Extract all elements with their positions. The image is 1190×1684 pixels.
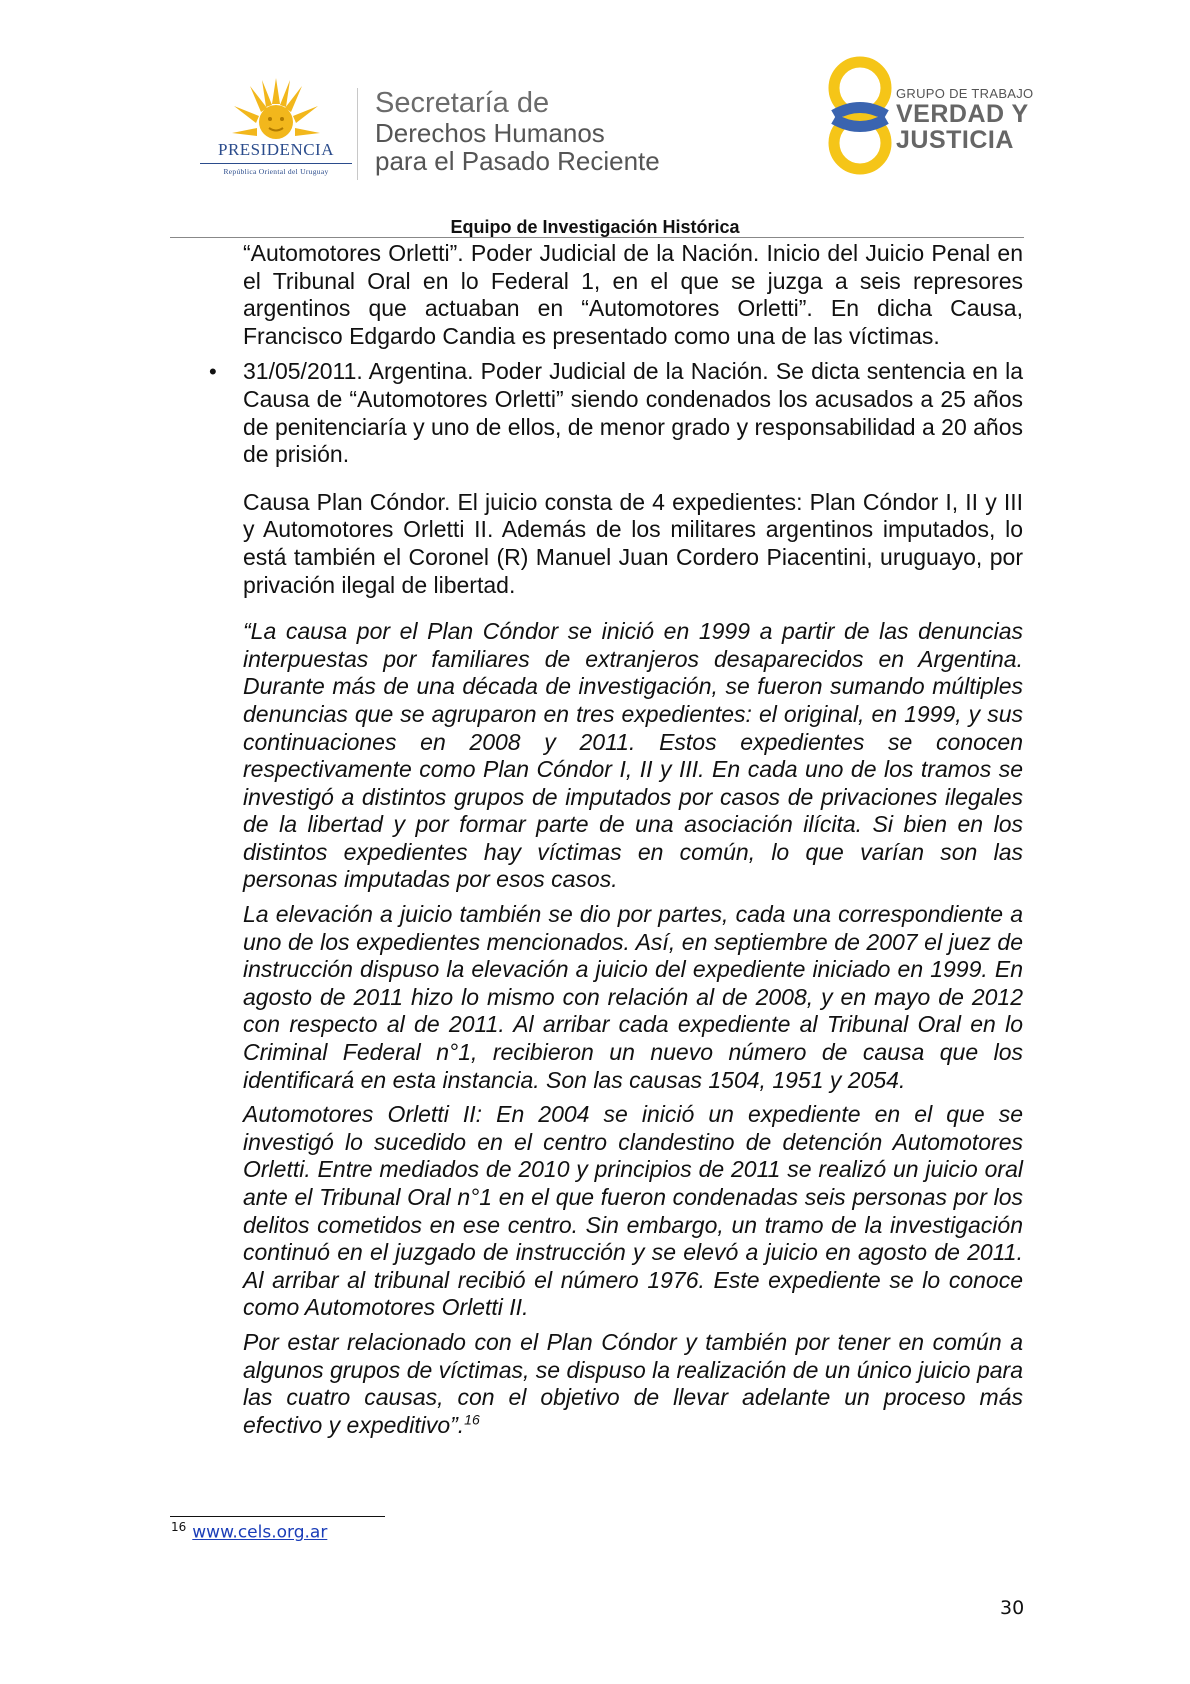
verdad-justicia-logo-text [896, 86, 1033, 153]
secretaria-line-2: Derechos Humanos [375, 118, 605, 148]
bullet-item-sentence [209, 358, 1023, 468]
page-number: 30 [1000, 1597, 1025, 1619]
paragraph-plan-condor: Causa Plan Cóndor. El juicio consta de 4 expedientes: Plan Cóndor I, II y III y Automotores Orletti II. Además de los militares argentinos imputados, lo está también el Coronel (R) Manuel Juan Cordero Piacentini, uruguayo, por privación ilegal de libertad. [243, 488, 1023, 598]
secretaria-line-3: para el Pasado Reciente [375, 146, 660, 176]
quote-paragraph-2: La elevación a juicio también se dio por partes, cada una correspondiente a uno de los expedientes mencionados. Así, en septiembre de 2007 el juez de instrucción dispuso la elevación a juicio del expediente iniciado en 1999. En agosto de 2011 hizo lo mismo con relación al de 2008, y en mayo de 2012 con respecto al de 2011. Al arribar cada expediente al Tribunal Oral en lo Criminal Federal n°1, recibieron un nuevo número de causa que los identificará en esta instancia. Son las causas 1504, 1951 y 2054. [243, 901, 1023, 1093]
presidencia-divider [200, 163, 352, 164]
presidencia-wordmark: PRESIDENCIA [217, 140, 334, 159]
footnote-link[interactable]: www.cels.org.ar [192, 1522, 328, 1543]
quote-paragraph-4 [243, 1329, 1023, 1439]
header-title: Equipo de Investigación Histórica [450, 217, 740, 237]
paragraph-orletti-trial: “Automotores Orletti”. Poder Judicial de la Nación. Inicio del Juicio Penal en el Tribunal Oral en lo Federal 1, en el que se juzga a seis represores argentinos que actuaban en “Automotores Orletti”. En dicha Causa, Francisco Edgardo Candia es presentado como una de las víctimas. [243, 240, 1023, 349]
verdad-justicia-logo-icon [820, 55, 900, 180]
quote-paragraph-3: Automotores Orletti II: En 2004 se inició un expediente en el que se investigó lo sucedido en el centro clandestino de detención Automotores Orletti. Entre mediados de 2010 y principios de 2011 se realizó un juicio oral ante el Tribunal Oral n°1 en el que fueron condenadas seis personas por los delitos cometidos en ese centro. Sin embargo, un tramo de la investigación continuó en el juzgado de instrucción y se elevó a juicio en agosto de 2011. Al arribar al tribunal recibió el número 1976. Este expediente se lo conoce como Automotores Orletti II. [243, 1101, 1023, 1321]
bullet-text: 31/05/2011. Argentina. Poder Judicial de la Nación. Se dicta sentencia en la Causa de “Automotores Orletti” siendo condenados los acusados a 25 años de penitenciaría y uno de ellos, de menor grado y responsabilidad a 20 años de prisión. [243, 358, 1023, 468]
presidencia-subtitle: República Oriental del Uruguay [223, 167, 329, 176]
header-divider [357, 88, 358, 180]
footnote-rule [170, 1516, 385, 1517]
sun-icon [232, 78, 320, 148]
footnote-number: 16 [171, 1520, 187, 1534]
presidencia-logo [196, 78, 356, 188]
gtvj-line-1: GRUPO DE TRABAJO [896, 86, 1034, 101]
footnote-reference[interactable]: 16 [464, 1411, 480, 1428]
secretaria-logo-text [375, 88, 660, 175]
quote-paragraph-1: “La causa por el Plan Cóndor se inició en 1999 a partir de las denuncias interpuestas por familiares de extranjeros desaparecidos en Argentina. Durante más de una década de investigación, se fueron sumando múltiples denuncias que se agruparon en tres expedientes: el original, en 1999, y sus continuaciones en 2008 y 2011. Estos expedientes se conocen respectivamente como Plan Cóndor I, II y III. En cada uno de los tramos se investigó a distintos grupos de imputados por casos de privaciones ilegales de la libertad y por formar parte de una asociación ilícita. Si bien en los distintos expedientes hay víctimas en común, lo que varían son las personas imputadas por esos casos. [243, 618, 1023, 893]
header-rule [170, 237, 1024, 238]
gtvj-line-2: VERDAD Y [896, 100, 1029, 128]
secretaria-line-1: Secretaría de [375, 87, 550, 119]
gtvj-line-3: JUSTICIA [896, 126, 1014, 154]
document-body [209, 240, 1023, 1446]
quote-4-text: Por estar relacionado con el Plan Cóndor y también por tener en común a algunos grupos de víctimas, se dispuso la realización de un único juicio para las cuatro causas, con el objetivo de llevar adelante un proceso más efectivo y expeditivo”. [243, 1328, 1023, 1438]
footnote [171, 1520, 327, 1543]
page-header [0, 0, 1190, 240]
bullet-icon: • [209, 359, 217, 385]
